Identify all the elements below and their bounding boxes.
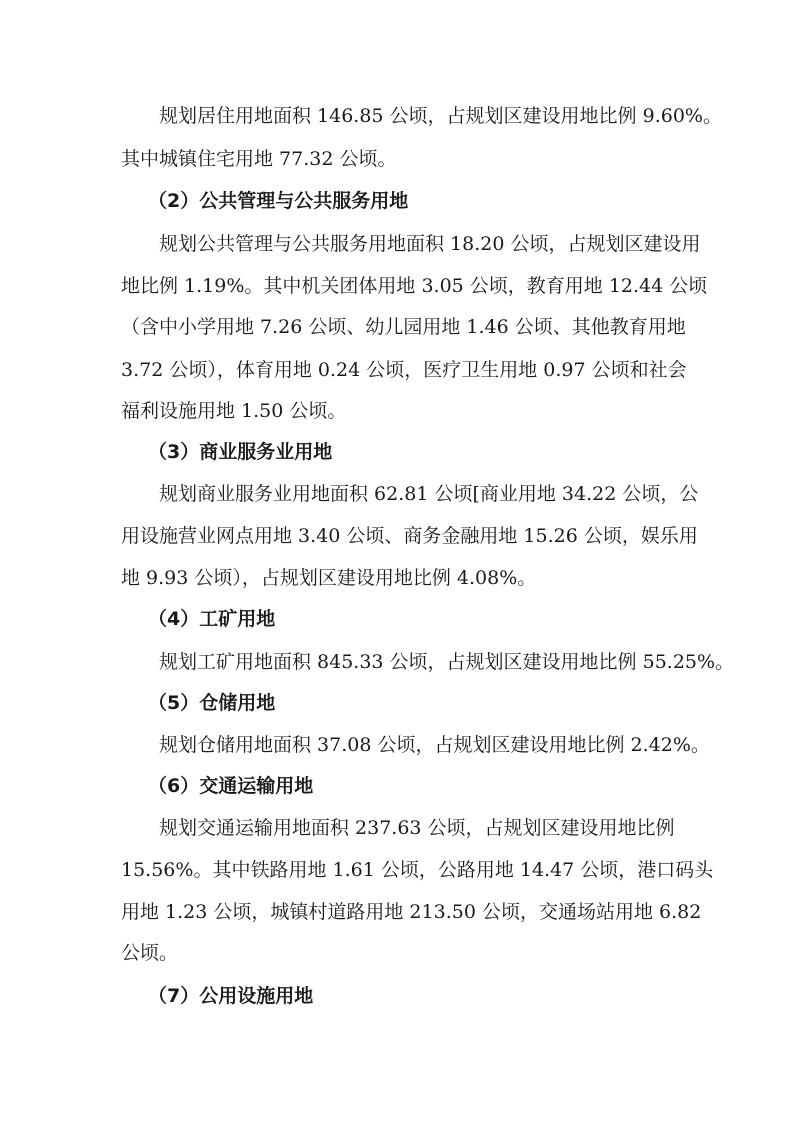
heading-text: （2）公共管理与公共服务用地 [148,190,409,212]
line-text: 地比例 1.19%。其中机关团体用地 3.05 公顷，教育用地 12.44 公顷 [121,275,708,297]
heading-text: （3）商业服务业用地 [148,441,333,463]
line-text: 规划商业服务业用地面积 62.81 公顷[商业用地 34.22 公顷，公 [159,483,699,505]
line-text: 公顷。 [121,942,179,964]
line-text: 其中城镇住宅用地 77.32 公顷。 [121,148,397,170]
line-text: 规划交通运输用地面积 237.63 公顷，占规划区建设用地比例 [159,817,675,839]
heading-text: （4）工矿用地 [148,608,276,630]
line-text: 福利设施用地 1.50 公顷。 [121,400,347,422]
line-text: 规划公共管理与公共服务用地面积 18.20 公顷，占规划区建设用 [159,233,701,255]
line-text: 用地 1.23 公顷，城镇村道路用地 213.50 公顷，交通场站用地 6.82 [121,901,702,923]
line-text: （含中小学用地 7.26 公顷、幼儿园用地 1.46 公顷、其他教育用地 [121,316,686,338]
line-text: 规划工矿用地面积 845.33 公顷，占规划区建设用地比例 55.25%。 [159,651,735,673]
line-text: 地 9.93 公顷），占规划区建设用地比例 4.08%。 [121,567,537,589]
line-text: 规划仓储用地面积 37.08 公顷，占规划区建设用地比例 2.42%。 [159,734,710,756]
heading-text: （6）交通运输用地 [148,775,314,797]
line-text: 规划居住用地面积 146.85 公顷，占规划区建设用地比例 9.60%。 [159,105,722,127]
heading-text: （7）公用设施用地 [148,985,314,1007]
line-text: 用设施营业网点用地 3.40 公顷、商务金融用地 15.26 公顷，娱乐用 [121,525,698,547]
line-text: 15.56%。其中铁路用地 1.61 公顷，公路用地 14.47 公顷，港口码头 [121,859,714,881]
line-text: 3.72 公顷），体育用地 0.24 公顷，医疗卫生用地 0.97 公顷和社会 [121,359,687,381]
heading-text: （5）仓储用地 [148,692,276,714]
